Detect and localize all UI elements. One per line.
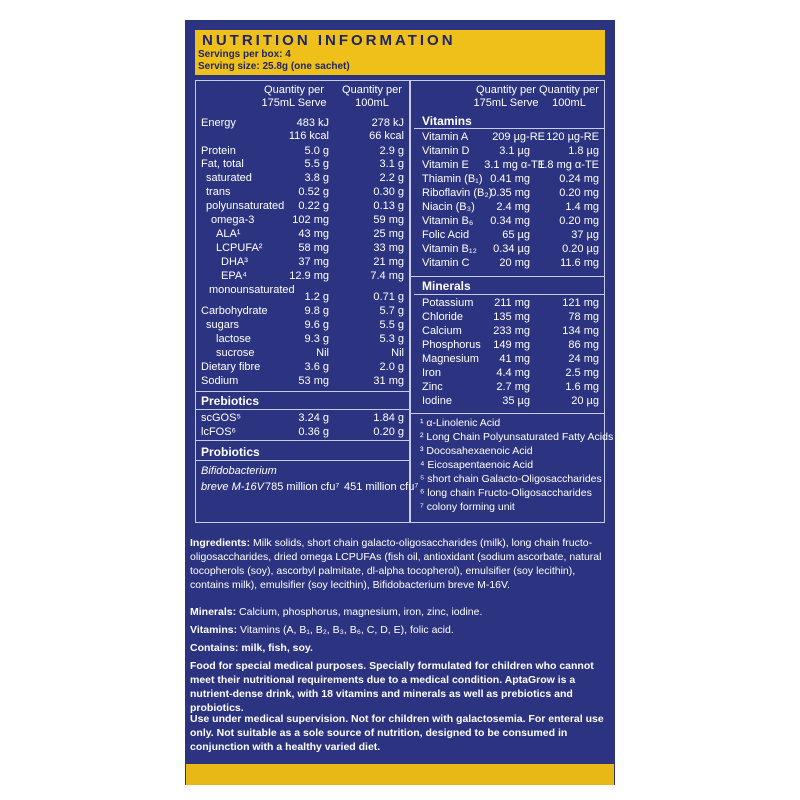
vitamin-name: Vitamin E bbox=[422, 159, 469, 171]
nutrient-serve: 9.3 g bbox=[304, 333, 329, 345]
probiotics-title: Probiotics bbox=[201, 445, 260, 459]
nutrient-name: sucrose bbox=[216, 347, 255, 359]
mineral-serve: 41 mg bbox=[499, 353, 530, 365]
nutrient-name: trans bbox=[206, 186, 231, 198]
vitamin-serve: 0.34 µg bbox=[493, 243, 530, 255]
mineral-name: Iodine bbox=[422, 395, 452, 407]
nutrient-serve: 37 mg bbox=[298, 256, 329, 268]
footnote: ¹ α-Linolenic Acid bbox=[420, 417, 501, 429]
nutrient-name: Fat, total bbox=[201, 158, 244, 170]
minerals-title: Minerals bbox=[422, 279, 471, 293]
nutrient-per100: 33 mg bbox=[373, 242, 404, 254]
probiotic-name-1: Bifidobacterium bbox=[201, 465, 277, 477]
nutrient-name: lactose bbox=[216, 333, 251, 345]
medical-supervision-statement: Use under medical supervision. Not for children with galactosemia. For enteral use only. Not suitable as a sole source of nutrition, designed to be consumed in conjunction with a healthy varied diet. bbox=[190, 713, 604, 753]
left-header-serve-1: Quantity per bbox=[264, 84, 324, 96]
nutrient-serve: 3.6 g bbox=[304, 361, 329, 373]
nutrient-serve: 53 mg bbox=[298, 375, 329, 387]
nutrient-per100: 5.5 g bbox=[379, 319, 404, 331]
nutrient-serve: 0.22 g bbox=[298, 200, 329, 212]
nutrient-name: polyunsaturated bbox=[206, 200, 285, 212]
vitamin-serve: 0.41 mg bbox=[490, 173, 530, 185]
minerals-list-label: Minerals: bbox=[190, 606, 240, 618]
minerals-list bbox=[190, 605, 608, 619]
medical-purpose-statement: Food for special medical purposes. Specially formulated for children who cannot meet their nutritional requirements due to a medical condition. AptaGrow is a nutrient-dense drink, with 18 vitamins and minerals as well as prebiotics and probiotics. bbox=[190, 660, 594, 714]
vitamin-name: Thiamin (B₁) bbox=[422, 173, 483, 185]
nutrient-per100: 59 mg bbox=[373, 214, 404, 226]
nutrient-name: ALA¹ bbox=[216, 228, 241, 240]
nutrient-serve: 1.2 g bbox=[304, 291, 329, 303]
nutrient-per100: 0.30 g bbox=[373, 186, 404, 198]
mineral-serve: 35 µg bbox=[502, 395, 530, 407]
nutrient-name: LCPUFA² bbox=[216, 242, 263, 254]
servings-per-box: Servings per box: 4 bbox=[198, 49, 291, 60]
vitamin-serve: 2.4 mg bbox=[496, 201, 530, 213]
footnote: ⁷ colony forming unit bbox=[420, 501, 515, 513]
prebiotic-serve: 0.36 g bbox=[298, 426, 329, 438]
vitamin-name: Vitamin C bbox=[422, 257, 470, 269]
prebiotics-divider bbox=[196, 409, 409, 410]
vitamin-serve: 209 µg-RE bbox=[492, 131, 545, 143]
ingredients-text: Milk solids, short chain galacto-oligosaccharides (milk), long chain fructo-oligosaccharides, dried omega LCPUFAs (fish oil, antioxidant (sodium ascorbate, natural tocopherols (soy), ascorbyl palmitate, dl-alpha tocopherol), emulsifier (soy lecithin), contains milk), emulsifier (soy lecithin), Bifidobacterium breve M-16V. bbox=[190, 537, 602, 591]
mineral-per100: 86 mg bbox=[568, 339, 599, 351]
nutrient-serve: 483 kJ bbox=[296, 117, 329, 129]
vitamins-title: Vitamins bbox=[422, 114, 472, 128]
prebiotic-per100: 1.84 g bbox=[373, 412, 404, 424]
nutrient-name: Sodium bbox=[201, 375, 239, 387]
vitamin-serve: 3.1 µg bbox=[499, 145, 530, 157]
serving-size: Serving size: 25.8g (one sachet) bbox=[198, 61, 350, 72]
mineral-serve: 211 mg bbox=[494, 297, 530, 309]
vitamin-per100: 1.8 µg bbox=[568, 145, 599, 157]
nutrient-serve: 5.0 g bbox=[304, 145, 329, 157]
nutrient-serve: 43 mg bbox=[298, 228, 329, 240]
footnote: ⁵ short chain Galacto-Oligosaccharides bbox=[420, 473, 602, 485]
right-header-serve-1: Quantity per bbox=[476, 84, 536, 96]
nutrient-per100: 7.4 mg bbox=[370, 270, 404, 282]
nutrient-serve: 3.8 g bbox=[304, 172, 329, 184]
vitamin-name: Niacin (B₃) bbox=[422, 201, 475, 213]
nutrient-serve: 9.8 g bbox=[304, 305, 329, 317]
vitamin-name: Folic Acid bbox=[422, 229, 470, 241]
probiotic-name-2: breve M-16V bbox=[201, 481, 264, 493]
vitamin-per100: 11.6 mg bbox=[560, 257, 599, 269]
mineral-per100: 24 mg bbox=[568, 353, 599, 365]
nutrient-serve: 12.9 mg bbox=[289, 270, 329, 282]
nutrient-name: Protein bbox=[201, 145, 236, 157]
nutrient-serve: 9.6 g bbox=[304, 319, 329, 331]
nutrient-per100: 2.9 g bbox=[379, 145, 404, 157]
mineral-per100: 78 mg bbox=[568, 311, 599, 323]
mineral-name: Chloride bbox=[422, 311, 463, 323]
vitamin-per100: 1.4 mg bbox=[565, 201, 599, 213]
nutrient-name: omega-3 bbox=[211, 214, 255, 226]
vitamin-per100: 0.20 mg bbox=[559, 215, 599, 227]
vitamin-name: Vitamin A bbox=[422, 131, 469, 143]
vitamin-serve: 0.35 mg bbox=[490, 187, 530, 199]
nutrient-name: Dietary fibre bbox=[201, 361, 261, 373]
nutrient-per100: 31 mg bbox=[373, 375, 404, 387]
right-header-100-2: 100mL bbox=[552, 97, 586, 109]
mineral-name: Calcium bbox=[422, 325, 462, 337]
nutrient-serve: 102 mg bbox=[292, 214, 329, 226]
minerals-divider bbox=[414, 294, 604, 295]
prebiotic-name: scGOS⁵ bbox=[201, 412, 242, 424]
nutrient-name: saturated bbox=[206, 172, 252, 184]
vitamin-serve: 65 µg bbox=[502, 229, 530, 241]
vitamin-per100: 37 µg bbox=[571, 229, 599, 241]
prebiotic-per100: 0.20 g bbox=[373, 426, 404, 438]
vitamin-name: Vitamin B₆ bbox=[422, 215, 474, 227]
nutrient-per100: 2.0 g bbox=[379, 361, 404, 373]
mineral-serve: 149 mg bbox=[493, 339, 530, 351]
nutrient-serve: Nil bbox=[316, 347, 329, 359]
nutrient-name: EPA⁴ bbox=[221, 270, 247, 282]
mineral-name: Iron bbox=[422, 367, 441, 379]
nutrient-per100: 3.1 g bbox=[379, 158, 404, 170]
probiotic-serve: 785 million cfu⁷ bbox=[265, 481, 340, 493]
vitamin-name: Vitamin D bbox=[422, 145, 470, 157]
footnote: ⁴ Eicosapentaenoic Acid bbox=[420, 459, 534, 471]
mineral-per100: 1.6 mg bbox=[565, 381, 599, 393]
nutrient-per100: 278 kJ bbox=[371, 117, 404, 129]
nutrient-serve: 116 kcal bbox=[288, 130, 329, 142]
minerals-list-text: Calcium, phosphorus, magnesium, iron, zinc, iodine. bbox=[239, 606, 483, 618]
nutrient-name: DHA³ bbox=[221, 256, 248, 268]
mineral-serve: 2.7 mg bbox=[496, 381, 530, 393]
nutrient-serve: 58 mg bbox=[298, 242, 329, 254]
vitamin-serve: 3.1 mg α-TE bbox=[484, 159, 545, 171]
ingredients-label: Ingredients: bbox=[190, 537, 254, 549]
nutrient-serve: 5.5 g bbox=[304, 158, 329, 170]
mineral-name: Phosphorus bbox=[422, 339, 481, 351]
vitamins-list-label: Vitamins: bbox=[190, 624, 240, 636]
vitamins-divider bbox=[414, 128, 604, 129]
vitamin-serve: 0.34 mg bbox=[490, 215, 530, 227]
nutrient-name: Carbohydrate bbox=[201, 305, 268, 317]
nutrient-name: monounsaturated bbox=[209, 284, 295, 296]
package-bottom-rim bbox=[186, 764, 614, 785]
mineral-per100: 134 mg bbox=[562, 325, 599, 337]
left-header-100-1: Quantity per bbox=[342, 84, 402, 96]
right-header-100-1: Quantity per bbox=[539, 84, 599, 96]
prebiotics-title: Prebiotics bbox=[201, 394, 260, 408]
ingredients-paragraph bbox=[190, 536, 608, 592]
nutrient-per100: 5.3 g bbox=[379, 333, 404, 345]
nutrient-per100: 21 mg bbox=[373, 256, 404, 268]
footnote: ² Long Chain Polyunsaturated Fatty Acids bbox=[420, 431, 614, 443]
vitamin-per100: 0.24 mg bbox=[559, 173, 599, 185]
vitamin-per100: 0.20 mg bbox=[559, 187, 599, 199]
nutrition-header bbox=[195, 30, 605, 75]
nutrient-name: Energy bbox=[201, 117, 236, 129]
probiotics-divider bbox=[196, 460, 409, 461]
nutrient-serve: 0.52 g bbox=[298, 186, 329, 198]
vitamin-per100: 120 µg-RE bbox=[546, 131, 599, 143]
left-header-serve-2: 175mL Serve bbox=[261, 97, 327, 109]
mineral-per100: 20 µg bbox=[571, 395, 599, 407]
vitamins-list-text: Vitamins (A, B₁, B₂, B₃, B₆, C, D, E), folic acid. bbox=[240, 624, 454, 636]
nutrient-per100: 25 mg bbox=[373, 228, 404, 240]
mineral-serve: 135 mg bbox=[493, 311, 530, 323]
mineral-per100: 121 mg bbox=[562, 297, 599, 309]
left-header-100-2: 100mL bbox=[355, 97, 389, 109]
nutrient-per100: 0.71 g bbox=[373, 291, 404, 303]
nutrient-per100: 66 kcal bbox=[369, 130, 404, 142]
footnote: ³ Docosahexaenoic Acid bbox=[420, 445, 533, 457]
allergen-statement: Contains: milk, fish, soy. bbox=[190, 642, 313, 654]
mineral-name: Potassium bbox=[422, 297, 474, 309]
prebiotic-name: lcFOS⁶ bbox=[201, 426, 237, 438]
mineral-serve: 4.4 mg bbox=[496, 367, 530, 379]
prebiotic-serve: 3.24 g bbox=[298, 412, 329, 424]
vitamin-per100: 1.8 mg α-TE bbox=[538, 159, 599, 171]
vitamin-name: Vitamin B₁₂ bbox=[422, 243, 477, 255]
vitamins-list bbox=[190, 623, 608, 637]
nutrient-per100: Nil bbox=[391, 347, 404, 359]
nutrient-per100: 0.13 g bbox=[373, 200, 404, 212]
right-header-serve-2: 175mL Serve bbox=[473, 97, 539, 109]
nutrient-per100: 2.2 g bbox=[379, 172, 404, 184]
nutrient-per100: 5.7 g bbox=[379, 305, 404, 317]
mineral-per100: 2.5 mg bbox=[565, 367, 599, 379]
footnote: ⁶ long chain Fructo-Oligosaccharides bbox=[420, 487, 592, 499]
nutrient-name: sugars bbox=[206, 319, 240, 331]
nutrition-title: NUTRITION INFORMATION bbox=[202, 32, 456, 49]
mineral-name: Magnesium bbox=[422, 353, 479, 365]
vitamin-serve: 20 mg bbox=[499, 257, 530, 269]
vitamin-name: Riboflavin (B₂) bbox=[422, 187, 493, 199]
mineral-name: Zinc bbox=[422, 381, 443, 393]
mineral-serve: 233 mg bbox=[493, 325, 530, 337]
vitamin-per100: 0.20 µg bbox=[562, 243, 599, 255]
probiotic-per100: 451 million cfu⁷ bbox=[344, 481, 419, 493]
